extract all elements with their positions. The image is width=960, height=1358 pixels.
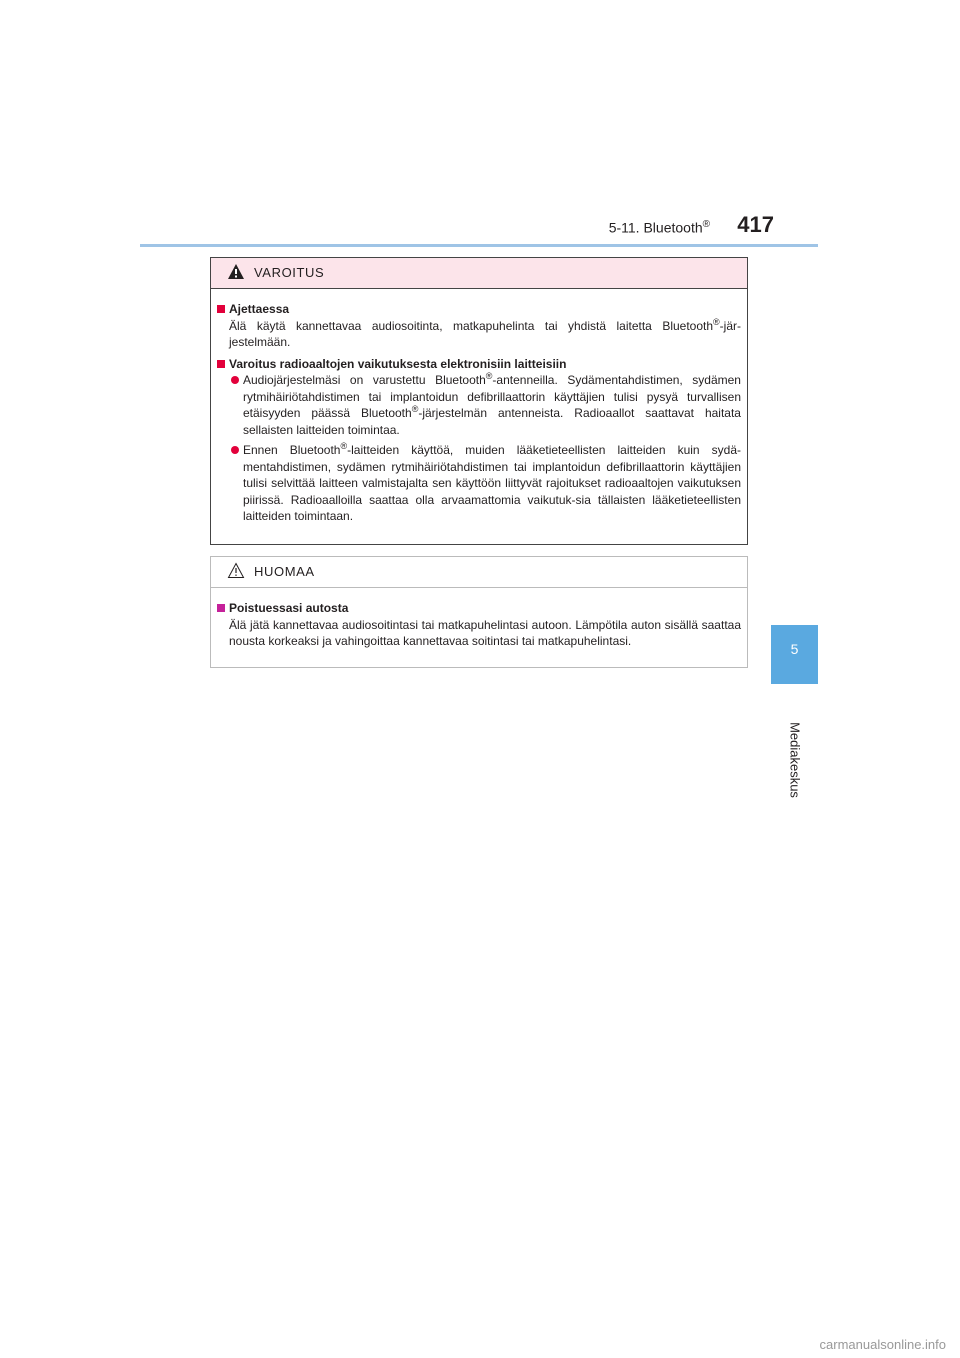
registered-mark: ® [702,219,710,230]
notice-body [211,588,747,650]
warning-bullet: Audiojärjestelmäsi on varustettu Bluetooth®-antenneilla. Sydämentahdistimen, sydämen rytmihäiriötahdistimen tai implantoidun defibrillaattorin käyttäjien tulisi pysyä turvallisen etäisyyden päässä Bluetooth®-järjestelmän antenneista. Radioaallot saattavat haitata sellaisten laitteiden toimintaa. [217,372,741,438]
notice-header [211,557,747,588]
chapter-tab: 5 [771,625,818,684]
header-divider [140,244,818,247]
warning-icon [227,263,245,280]
warning-body [211,289,747,525]
warning-section-title: Varoitus radioaaltojen vaikutuksesta elektronisiin laitteisiin [217,356,741,373]
section-title: 5-11. Bluetooth® [608,219,710,236]
square-bullet-icon [217,604,225,612]
warning-section-title: Ajettaessa [217,301,741,318]
warning-section-text: Älä käytä kannettavaa audiosoitinta, matkapuhelinta tai yhdistä laitetta Bluetooth®-jär-jestelmään. [229,316,741,349]
page-number: 417 [737,212,774,237]
warning-header [211,258,747,289]
round-bullet-icon [231,376,239,384]
notice-section-title: Poistuessasi autosta [217,600,741,617]
notice-section-text: Älä jätä kannettavaa audiosoitintasi tai matkapuhelintasi autoon. Lämpötila auton sisällä saattaa nousta korkeaksi ja vahingoittaa kannettavaa soitintasi tai matkapuhelintasi. [229,617,741,648]
notice-box [210,556,748,668]
square-bullet-icon [217,360,225,368]
warning-bullet: Ennen Bluetooth®-laitteiden käyttöä, muiden lääketieteellisten laitteiden kuin sydä-mentahdistimen, sydämen rytmihäiriötahdistimen tai implantoidun defibrillaattorin käyttäjien tulisi selvittää laitteen valmistajalta sen käyttöön liittyvät rajoitukset radioaaltojen vaikutuksen piirissä. Radioaalloilla saattaa olla arvaamattomia vaikutuk-sia tällaisten lääketieteellisten laitteiden toimintaan. [217,442,741,525]
round-bullet-icon [231,446,239,454]
warning-box [210,257,748,545]
warning-label: VAROITUS [254,265,325,280]
square-bullet-icon [217,305,225,313]
chapter-label: Mediakeskus [787,722,803,798]
notice-label: HUOMAA [254,564,315,579]
watermark: carmanualsonline.info [819,1337,946,1352]
caution-icon [227,562,245,579]
